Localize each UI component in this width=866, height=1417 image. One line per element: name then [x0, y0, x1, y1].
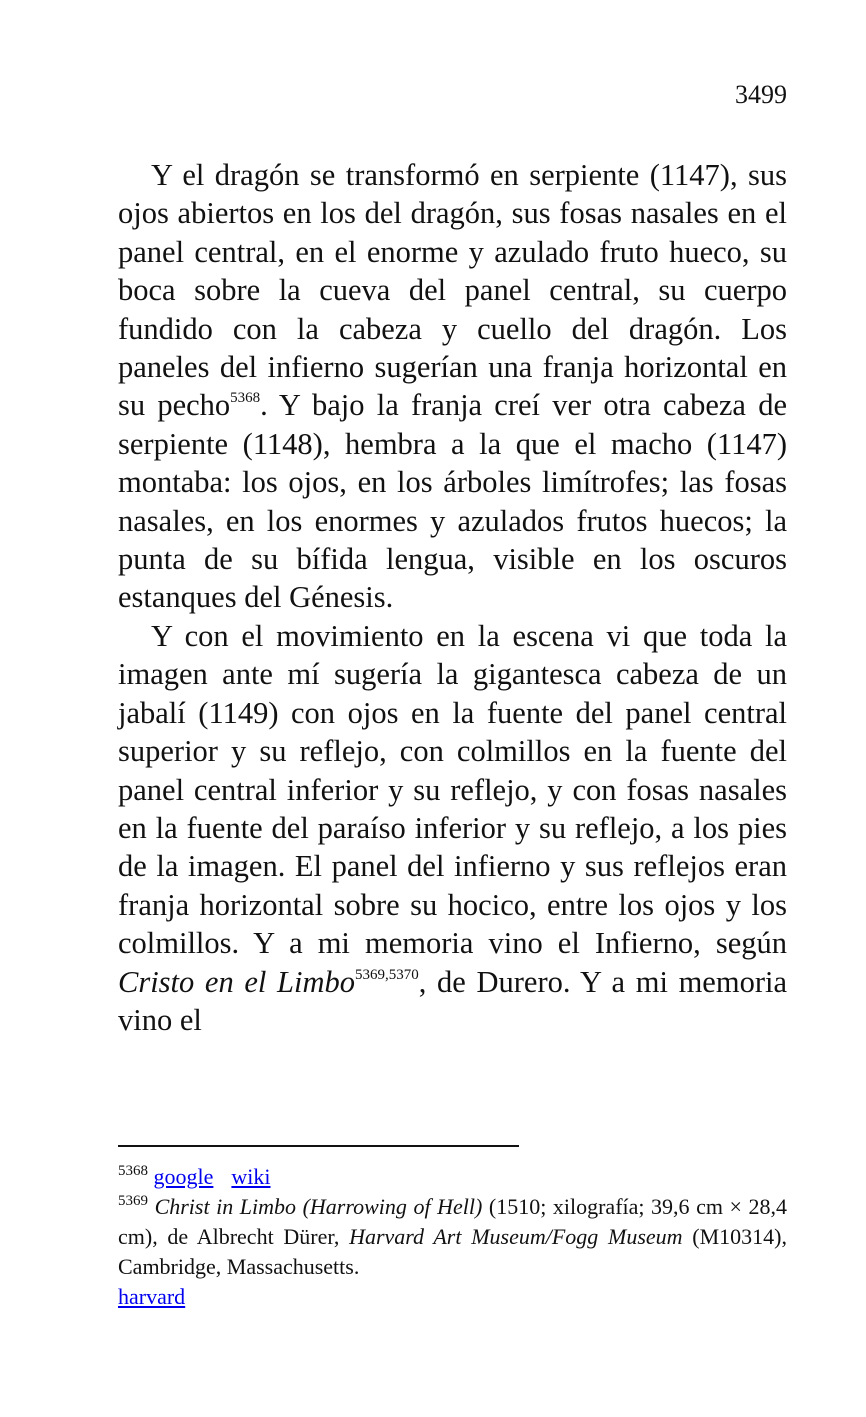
paragraph-1 [118, 156, 787, 617]
footnote-number: 5369 [118, 1193, 148, 1209]
footnotes [118, 1162, 787, 1312]
text-segment: (M10314), Cambridge, Massachusetts. [118, 1224, 787, 1279]
body-text [118, 156, 787, 1039]
text-segment: . Y bajo la franja creí ver otra cabeza de serpiente (1148), hembra a la que el macho (1147) montaba: los ojos, en los árboles limítrofes; las fosas nasales, en los enormes y azulados frutos huecos; la punta de su bífida lengua, visible en los oscuros estanques del Génesis. [118, 388, 787, 615]
wiki-link[interactable]: wiki [231, 1164, 271, 1189]
artwork-title-italic: Christ in Limbo (Harrowing of Hell) [154, 1194, 483, 1219]
footnote-ref-5369-5370[interactable]: 5369,5370 [355, 966, 419, 983]
footnote-5369-link-line [118, 1282, 787, 1312]
text-segment: (1510; xilografía; 39,6 cm × 28,4 cm), de Albrecht Dürer, [118, 1194, 788, 1249]
footnote-5369 [118, 1192, 787, 1282]
google-link[interactable]: google [153, 1164, 214, 1189]
text-segment: Y el dragón se transformó en serpiente (1147), sus ojos abiertos en los del dragón, sus fosas nasales en el panel central, en el enorme y azulado fruto hueco, su boca sobre la cueva del panel central, su cuerpo fundido con la cabeza y cuello del dragón. Los paneles del infierno sugerían una franja horizontal en su pecho [118, 158, 787, 423]
footnote-number: 5368 [118, 1163, 148, 1179]
paragraph-2 [118, 617, 787, 1039]
footnote-divider [118, 1145, 519, 1147]
artwork-title-italic: Cristo en el Limbo [118, 964, 355, 999]
text-segment: Y con el movimiento en la escena vi que toda la imagen ante mí sugería la gigantesca cabeza de un jabalí (1149) con ojos en la fuente del panel central superior y su reflejo, con colmillos en la fuente del panel central inferior y su reflejo, y con fosas nasales en la fuente del paraíso inferior y su reflejo, a los pies de la imagen. El panel del infierno y sus reflejos eran franja horizontal sobre su hocico, entre los ojos y los colmillos. Y a mi memoria vino el Infierno, según [118, 618, 787, 961]
museum-name-italic: Harvard Art Museum/Fogg Museum [349, 1224, 683, 1249]
footnote-5368 [118, 1162, 787, 1192]
footnote-ref-5368[interactable]: 5368 [230, 390, 261, 407]
page-number: 3499 [735, 80, 787, 109]
text-segment: , de Durero. Y a mi memoria vino el [118, 964, 787, 1037]
harvard-link[interactable]: harvard [118, 1284, 186, 1309]
